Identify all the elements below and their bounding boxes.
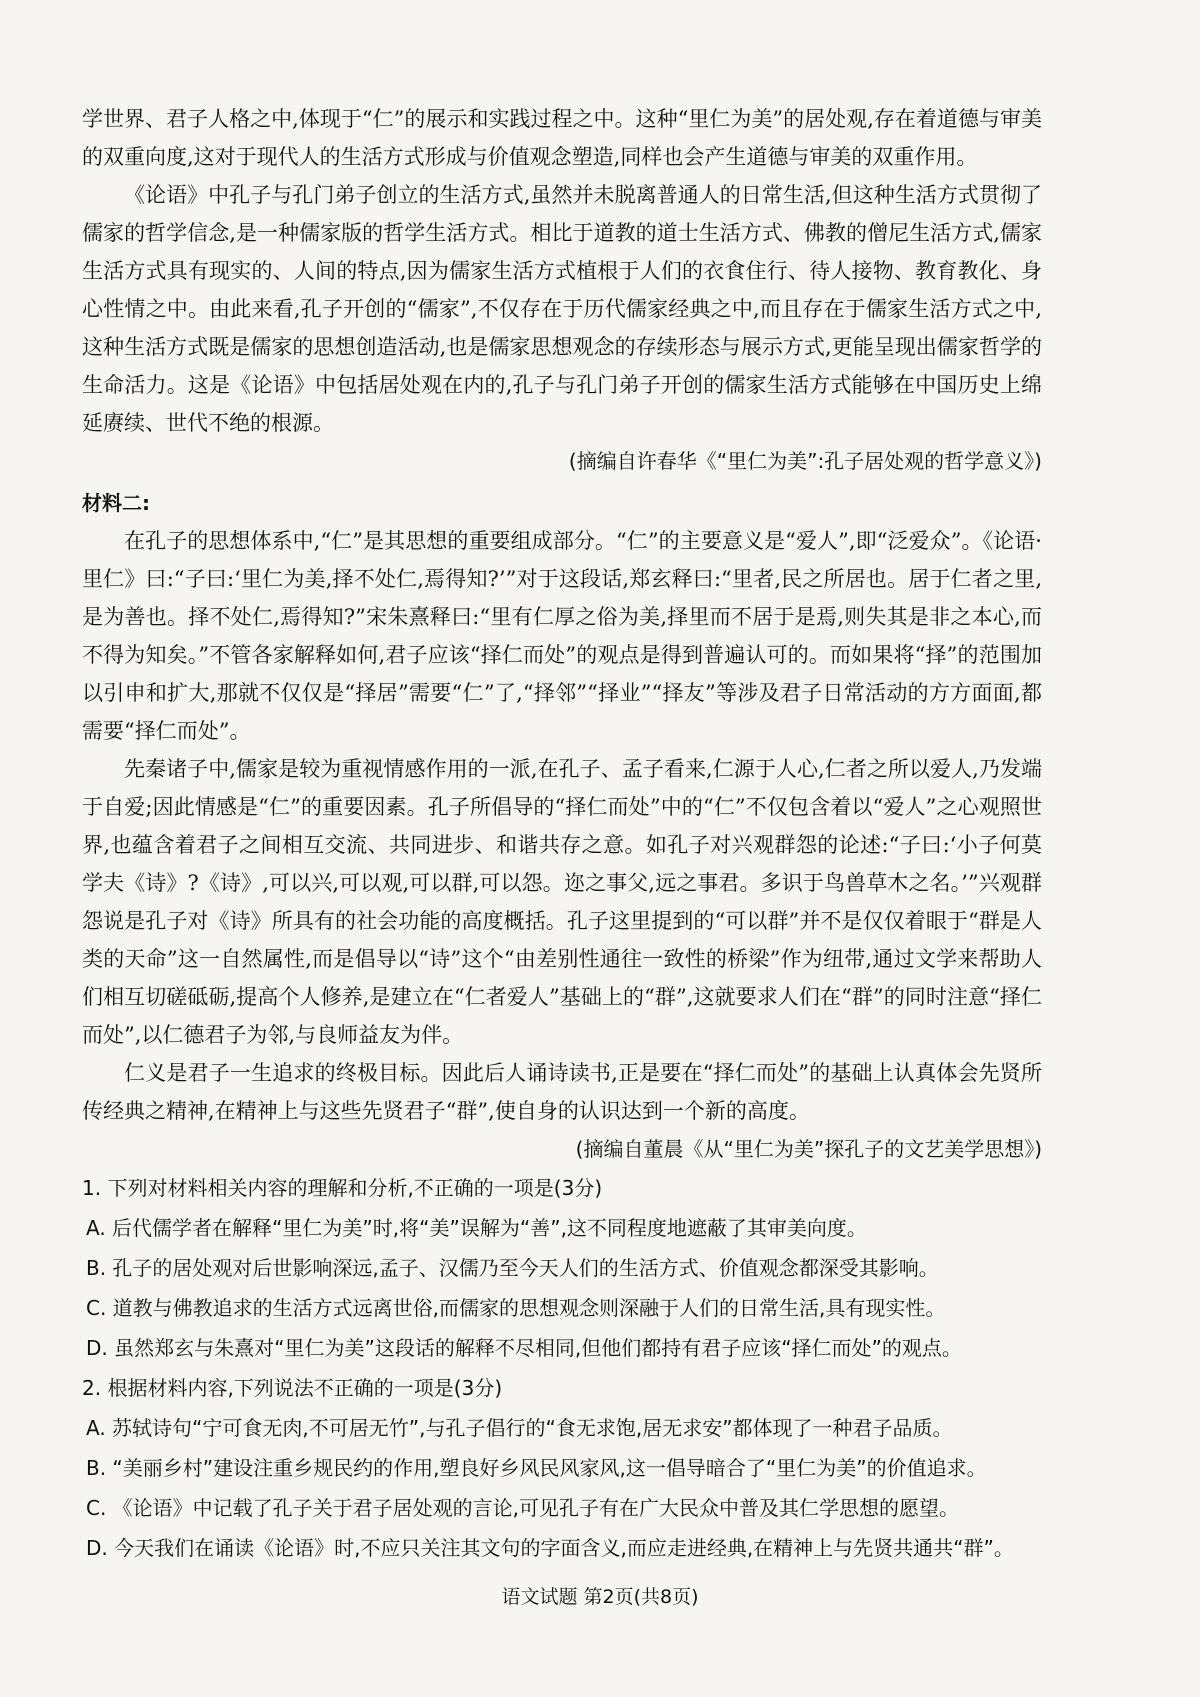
material-one-paragraph-2: 《论语》中孔子与孔门弟子创立的生活方式,虽然并未脱离普通人的日常生活,但这种生活方式贯彻了儒家的哲学信念,是一种儒家版的哲学生活方式。相比于道教的道士生活方式、佛教的僧尼生活方式,儒家生活方式具有现实的、人间的特点,因为儒家生活方式植根于人们的衣食住行、待人接物、教育教化、身心性情之中。由此来看,孔子开创的“儒家”,不仅存在于历代儒家经典之中,而且存在于儒家生活方式之中,这种生活方式既是儒家的思想创造活动,也是儒家思想观念的存续形态与展示方式,更能呈现出儒家哲学的生命活力。这是《论语》中包括居处观在内的,孔子与孔门弟子开创的儒家生活方式能够在中国历史上绵延赓续、世代不绝的根源。 <box>82 183 1042 435</box>
material-one-source: (摘编自许春华《“里仁为美”:孔子居处观的哲学意义》) <box>568 449 1042 473</box>
material-two-paragraph-3: 仁义是君子一生追求的终极目标。因此后人诵诗读书,正是要在“择仁而处”的基础上认真体会先贤所传经典之精神,在精神上与这些先贤君子“群”,使自身的认识达到一个新的高度。 <box>82 1061 1042 1123</box>
material-two-paragraph-1: 在孔子的思想体系中,“仁”是其思想的重要组成部分。“仁”的主要意义是“爱人”,即“泛爱众”。《论语·里仁》曰:“子曰:‘里仁为美,择不处仁,焉得知?’”对于这段话,郑玄释曰:“里者,民之所居也。居于仁者之里,是为善也。择不处仁,焉得知?”宋朱熹释曰:“里有仁厚之俗为美,择里而不居于是焉,则失其是非之本心,而不得为知矣。”不管各家解释如何,君子应该“择仁而处”的观点是得到普遍认可的。而如果将“择”的范围加以引申和扩大,那就不仅仅是“择居”需要“仁”了,“择邻”“择业”“择友”等涉及君子日常活动的方方面面,都需要“择仁而处”。 <box>82 529 1042 743</box>
material-two <box>82 484 1042 1168</box>
material-two-paragraph-2: 先秦诸子中,儒家是较为重视情感作用的一派,在孔子、孟子看来,仁源于人心,仁者之所以爱人,乃发端于自爱;因此情感是“仁”的重要因素。孔子所倡导的“择仁而处”中的“仁”不仅包含着以“爱人”之心观照世界,也蕴含着君子之间相互交流、共同进步、和谐共存之意。如孔子对兴观群怨的论述:“子曰:‘小子何莫学夫《诗》?《诗》,可以兴,可以观,可以群,可以怨。迩之事父,远之事君。多识于鸟兽草木之名。’”兴观群怨说是孔子对《诗》所具有的社会功能的高度概括。孔子这里提到的“可以群”并不是仅仅着眼于“群是人类的天命”这一自然属性,而是倡导以“诗”这个“由差别性通往一致性的桥梁”作为纽带,通过文学来帮助人们相互切磋砥砺,提高个人修养,是建立在“仁者爱人”基础上的“群”,这就要求人们在“群”的同时注意“择仁而处”,以仁德君子为邻,与良师益友为伴。 <box>82 757 1042 1047</box>
question-stem: 1. 下列对材料相关内容的理解和分析,不正确的一项是(3分) <box>82 1176 603 1200</box>
question-1 <box>82 1168 1042 1368</box>
material-one-paragraph-continued: 学世界、君子人格之中,体现于“仁”的展示和实践过程之中。这种“里仁为美”的居处观,存在着道德与审美的双重向度,这对于现代人的生活方式形成与价值观念塑造,同样也会产生道德与审美的双重作用。 <box>82 107 1042 169</box>
question-option-c: C. 《论语》中记载了孔子关于君子居处观的言论,可见孔子有在广大民众中普及其仁学思想的愿望。 <box>86 1496 960 1520</box>
question-option-b: B. 孔子的居处观对后世影响深远,孟子、汉儒乃至今天人们的生活方式、价值观念都深受其影响。 <box>86 1256 939 1280</box>
exam-page <box>82 100 1042 1568</box>
page-footer: 语文试题 第2页(共8页) <box>501 1586 699 1608</box>
question-stem: 2. 根据材料内容,下列说法不正确的一项是(3分) <box>82 1376 503 1400</box>
question-option-c: C. 道教与佛教追求的生活方式远离世俗,而儒家的思想观念则深融于人们的日常生活,具有现实性。 <box>86 1296 946 1320</box>
question-option-a: A. 苏轼诗句“宁可食无肉,不可居无竹”,与孔子倡行的“食无求饱,居无求安”都体现了一种君子品质。 <box>86 1416 953 1440</box>
material-two-heading: 材料二: <box>82 491 150 515</box>
question-option-d: D. 今天我们在诵读《论语》时,不应只关注其文句的字面含义,而应走进经典,在精神上与先贤共通共“群”。 <box>86 1536 1014 1560</box>
question-option-b: B. “美丽乡村”建设注重乡规民约的作用,塑良好乡风民风家风,这一倡导暗合了“里仁为美”的价值追求。 <box>86 1456 987 1480</box>
question-option-d: D. 虽然郑玄与朱熹对“里仁为美”这段话的解释不尽相同,但他们都持有君子应该“择仁而处”的观点。 <box>86 1336 962 1360</box>
material-two-source: (摘编自董晨《从“里仁为美”探孔子的文艺美学思想》) <box>575 1137 1042 1161</box>
question-2 <box>82 1368 1042 1568</box>
question-option-a: A. 后代儒学者在解释“里仁为美”时,将“美”误解为“善”,这不同程度地遮蔽了其审美向度。 <box>86 1216 867 1240</box>
material-one <box>82 100 1042 480</box>
